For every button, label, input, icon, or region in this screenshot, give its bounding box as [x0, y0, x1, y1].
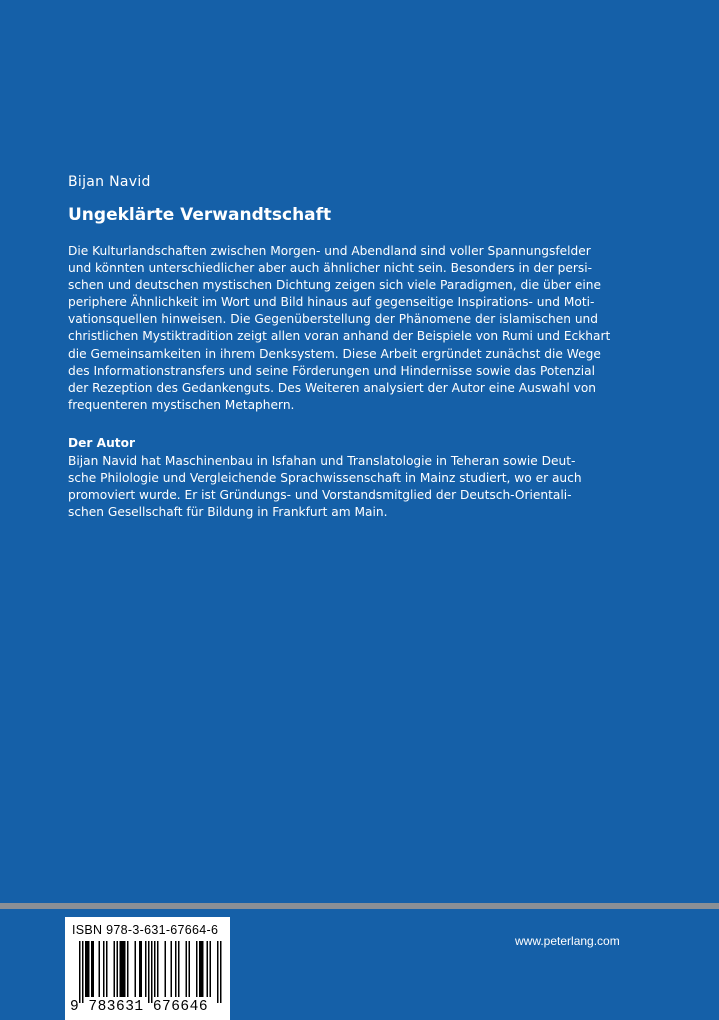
- about-author-text: [68, 453, 582, 521]
- barcode-bar: [154, 941, 156, 997]
- barcode-bar: [114, 941, 116, 997]
- barcode-bar: [88, 941, 90, 997]
- barcode-bar: [145, 941, 147, 997]
- blurb-line: der Rezeption des Gedankenguts. Des Weiteren analysiert der Autor eine Auswahl von: [68, 380, 597, 395]
- about-line: schen Gesellschaft für Bildung in Frankfurt am Main.: [68, 505, 388, 520]
- publisher-website: www.peterlang.com: [515, 934, 620, 948]
- barcode-bar: [196, 941, 198, 997]
- barcode-bar: [220, 941, 222, 1003]
- blurb-line: schen und deutschen mystischen Dichtung zeigen sich viele Paradigmen, die über eine: [68, 278, 601, 293]
- barcode-bar: [135, 941, 137, 997]
- barcode-bar: [199, 941, 201, 997]
- barcode-bar: [91, 941, 93, 997]
- barcode-bar: [207, 941, 209, 997]
- divider-rule: [0, 903, 719, 909]
- blurb-line: frequenteren mystischen Metaphern.: [68, 397, 295, 412]
- barcode-number: 9 783631 676646: [70, 999, 209, 1015]
- barcode-bar: [157, 941, 159, 997]
- barcode-bar: [82, 941, 84, 1003]
- book-title: Ungeklärte Verwandtschaft: [68, 205, 332, 225]
- barcode-bar: [202, 941, 204, 997]
- barcode-bar: [165, 941, 167, 997]
- barcode-bar: [139, 941, 141, 997]
- isbn-barcode: [65, 917, 230, 1020]
- barcode-bar: [103, 941, 105, 997]
- barcode-bar: [189, 941, 191, 997]
- blurb-line: die Gemeinsamkeiten in ihrem Denksystem. Diese Arbeit ergründet zunächst die Wege: [68, 346, 601, 361]
- barcode-bar: [106, 941, 108, 997]
- barcode-bar: [186, 941, 188, 997]
- blurb-text: [68, 243, 611, 414]
- barcode-bar: [217, 941, 219, 1003]
- about-line: sche Philologie und Vergleichende Sprachwissenschaft in Mainz studiert, wo er auch: [68, 471, 582, 486]
- barcode-bar: [178, 941, 180, 997]
- barcode-bar: [87, 941, 89, 997]
- about-author-heading: Der Autor: [68, 436, 135, 450]
- barcode-bar: [85, 941, 87, 997]
- about-line: Bijan Navid hat Maschinenbau in Isfahan und Translatologie in Teheran sowie Deut-: [68, 454, 576, 468]
- barcode-bar: [121, 941, 123, 997]
- isbn-label: ISBN 978-3-631-67664-6: [72, 923, 219, 937]
- barcode-bar: [151, 941, 153, 1003]
- barcode-bar: [127, 941, 129, 997]
- barcode-bar: [210, 941, 212, 997]
- barcode-bar: [141, 941, 143, 997]
- blurb-line: christlichen Mystiktradition zeigt allen voran anhand der Beispiele von Rumi und Eckhart: [68, 329, 611, 344]
- barcode-bar: [148, 941, 150, 1003]
- blurb-line: Die Kulturlandschaften zwischen Morgen- und Abendland sind voller Spannungsfelder: [68, 244, 591, 258]
- barcode-bar: [99, 941, 101, 997]
- barcode-graphic: [69, 941, 227, 1003]
- about-line: promoviert wurde. Er ist Gründungs- und Vorstandsmitglied der Deutsch-Orientali-: [68, 488, 572, 503]
- barcode-bar: [124, 941, 126, 997]
- blurb-line: periphere Ähnlichkeit im Wort und Bild hinaus auf gegenseitige Inspirations- und Moti-: [68, 295, 595, 310]
- barcode-bar: [120, 941, 122, 997]
- barcode-bar: [93, 941, 95, 997]
- blurb-line: vationsquellen hinweisen. Die Gegenüberstellung der Phänomene der islamischen und: [68, 312, 599, 327]
- barcode-bar: [171, 941, 173, 997]
- barcode-bar: [117, 941, 119, 997]
- blurb-line: des Informationstransfers und seine Förderungen und Hindernisse sowie das Potenzial: [68, 363, 595, 378]
- barcode-bar: [79, 941, 81, 1003]
- barcode-bar: [175, 941, 177, 997]
- barcode-bar: [201, 941, 203, 997]
- blurb-line: und könnten unterschiedlicher aber auch ähnlicher nicht sein. Besonders in der persi-: [68, 261, 592, 276]
- barcode-bar: [123, 941, 125, 997]
- author-name: Bijan Navid: [68, 174, 151, 190]
